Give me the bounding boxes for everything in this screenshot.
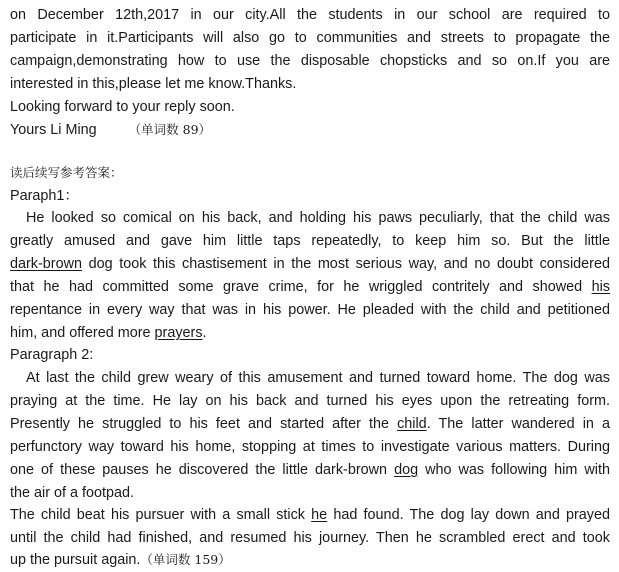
- underlined-word: he: [311, 507, 328, 523]
- underlined-word: dark-brown: [10, 256, 82, 272]
- letter-line-3: campaign,demonstrating how to use the disposable chopsticks and so on.If you are: [10, 53, 610, 69]
- letter-line-1: on December 12th,2017 in our city.All the students in our school are required to: [10, 7, 610, 23]
- p2-line-5-text: one of these pauses he discovered the little dark-brown: [10, 462, 395, 478]
- letter-line-2: participate in it.Participants will also go to communities and streets to propagate the: [10, 30, 610, 46]
- letter-signature: Yours Li Ming: [10, 122, 97, 138]
- p2-line-7-text: The child beat his pursuer with a small stick: [10, 507, 312, 523]
- p2-line-8: until the child had finished, and resumed his journey. Then he scrambled erect and took: [10, 530, 610, 546]
- p2-line-3-end: . The latter wandered in a: [426, 416, 610, 432]
- p1-line-4: [10, 276, 610, 298]
- underlined-word: his: [591, 279, 610, 295]
- p1-line-2: greatly amused and gave him little taps repeatedly, to keep him so. But the little: [10, 233, 610, 249]
- p2-line-5: [10, 459, 610, 481]
- p1-line-3-rest: dog took this chastisement in the most serious way, and no doubt considered: [81, 256, 610, 272]
- p2-line-3-text: Presently he struggled to his feet and started after the: [10, 416, 398, 432]
- p1-line-3: [10, 253, 610, 275]
- p1-line-6-text: him, and offered more: [10, 325, 155, 341]
- p2-line-5-end: who was following him with: [418, 462, 610, 478]
- p2-line-9-text: up the pursuit again.: [10, 552, 141, 568]
- paragraph-2-label: Paragraph 2:: [10, 347, 94, 363]
- p2-line-3: [10, 413, 610, 435]
- letter-line-4: interested in this,please let me know.Thanks.: [10, 76, 297, 92]
- p2-line-6: the air of a footpad.: [10, 485, 135, 501]
- underlined-word: dog: [394, 462, 419, 478]
- p1-line-4-text: that he had committed some grave crime, for he wriggled contritely and showed: [10, 279, 592, 295]
- letter-word-count: （单词数 89）: [128, 122, 212, 137]
- underlined-word: prayers: [154, 325, 203, 341]
- continuation-heading: 读后续写参考答案：: [10, 165, 123, 180]
- letter-closing: Looking forward to your reply soon.: [10, 99, 235, 115]
- p2-line-4: perfunctory way toward his home, stopping at times to investigate various matters. During: [10, 439, 610, 455]
- p2-line-7-end: had found. The dog lay down and prayed: [327, 507, 610, 523]
- p1-line-5: repentance in every way that was in his power. He pleaded with the child and petitioned: [10, 302, 610, 318]
- p2-line-9: [10, 549, 231, 571]
- p1-line-6: [10, 322, 207, 344]
- p2-line-7: [10, 504, 610, 526]
- paragraph-1-label: Paraph1：: [10, 188, 79, 204]
- p2-line-1: At last the child grew weary of this amusement and turned toward home. The dog was: [26, 370, 610, 386]
- p1-line-6-end: .: [202, 325, 207, 341]
- p2-word-count: （单词数 159）: [140, 552, 231, 567]
- letter-signature-row: [10, 119, 211, 141]
- underlined-word: child: [397, 416, 427, 432]
- p1-line-1: He looked so comical on his back, and holding his paws peculiarly, that the child was: [26, 210, 610, 226]
- p2-line-2: praying at the time. He lay on his back and turned his eyes upon the retreating form.: [10, 393, 610, 409]
